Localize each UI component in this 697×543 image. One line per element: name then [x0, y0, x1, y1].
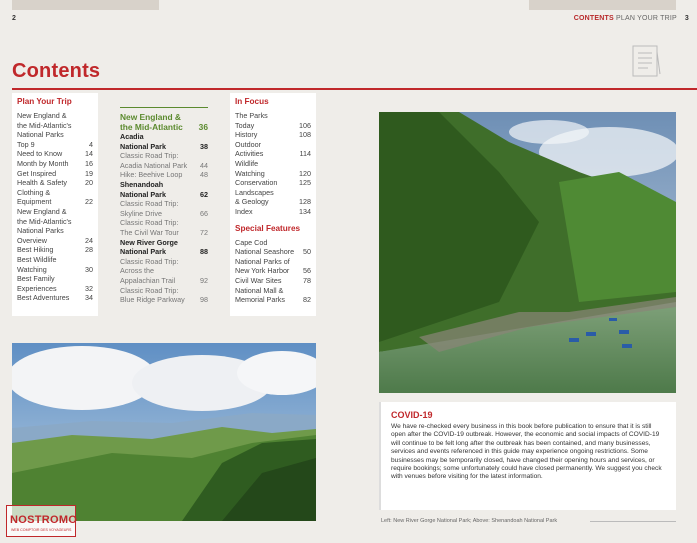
region-entry-label: The Civil War Tour — [120, 227, 179, 237]
plan-entry[interactable] — [17, 274, 93, 284]
focus-entry-label: Index — [235, 206, 253, 216]
new-river-gorge-photo — [379, 112, 676, 393]
plan-heading: Plan Your Trip — [17, 97, 72, 106]
right-top-tab — [529, 0, 676, 10]
plan-entry-page: 32 — [85, 283, 93, 293]
focus-entry-page: 120 — [299, 168, 311, 178]
focus-entry[interactable] — [235, 197, 311, 207]
plan-entry-page: 22 — [85, 197, 93, 207]
focus-entry-page: 106 — [299, 120, 311, 130]
region-entry-page: 98 — [200, 295, 208, 305]
focus-entry-label: Today — [235, 120, 255, 130]
focus-entry-label: Landscapes — [235, 187, 274, 197]
plan-entry-label: Best Adventures — [17, 293, 70, 303]
header-subsection: PLAN YOUR TRIP — [615, 15, 677, 22]
region-heading-page: 36 — [198, 122, 208, 132]
special-entry-label: National Parks of — [235, 256, 290, 266]
region-heading-line2[interactable]: the Mid-Atlantic 36 — [120, 122, 208, 132]
photo-caption: Left: New River Gorge National Park; Above: Shenandoah National Park — [381, 518, 558, 524]
plan-entry[interactable] — [17, 130, 93, 140]
focus-entry-label: Outdoor — [235, 139, 261, 149]
plan-entry-page: 4 — [89, 139, 93, 149]
plan-entry-label: Best Wildlife — [17, 254, 57, 264]
focus-entry-label: & Geology — [235, 197, 269, 207]
plan-entry[interactable] — [17, 217, 93, 227]
plan-entry-page: 20 — [85, 178, 93, 188]
region-entry-page: 72 — [200, 227, 208, 237]
region-entry[interactable] — [120, 151, 208, 161]
plan-entry[interactable] — [17, 236, 93, 246]
region-entry[interactable] — [120, 266, 208, 276]
plan-entry-label: Need to Know — [17, 149, 63, 159]
region-entry-page: 66 — [200, 208, 208, 218]
special-entry-page: 50 — [303, 247, 311, 257]
region-entry-label: Acadia National Park — [120, 160, 188, 170]
nostromo-logo — [6, 505, 76, 537]
region-entry-label: Across the — [120, 266, 154, 276]
plan-entry[interactable] — [17, 140, 93, 150]
region-entry[interactable] — [120, 190, 208, 200]
focus-entry-label: Conservation — [235, 178, 278, 188]
focus-entry-page: 128 — [299, 197, 311, 207]
covid-heading: COVID-19 — [391, 410, 433, 420]
focus-entry[interactable] — [235, 178, 311, 188]
region-entry[interactable] — [120, 209, 208, 219]
plan-entry-page: 19 — [85, 168, 93, 178]
focus-entry-label: The Parks — [235, 111, 268, 120]
plan-entry-page: 30 — [85, 264, 93, 274]
plan-entry[interactable] — [17, 121, 93, 131]
region-list — [120, 132, 208, 305]
plan-entry[interactable] — [17, 255, 93, 265]
focus-entry[interactable] — [235, 188, 311, 198]
region-entry-label: Hike: Beehive Loop — [120, 170, 183, 180]
focus-entry-label: Wildlife — [235, 158, 259, 168]
plan-entry[interactable] — [17, 293, 93, 303]
special-heading: Special Features — [235, 223, 301, 233]
region-entry-label: Acadia — [120, 132, 144, 141]
region-entry[interactable] — [120, 286, 208, 296]
focus-entry[interactable] — [235, 130, 311, 140]
region-entry-label: Blue Ridge Parkway — [120, 295, 185, 305]
plan-entry-label: the Mid-Atlantic's — [17, 216, 72, 226]
region-entry[interactable] — [120, 276, 208, 286]
focus-entry-page: 125 — [299, 178, 311, 188]
focus-entry[interactable] — [235, 207, 311, 217]
special-entry[interactable] — [235, 266, 311, 276]
region-entry-label: Classic Road Trip: — [120, 285, 179, 295]
plan-entry-label: Equipment — [17, 197, 52, 207]
running-header — [574, 15, 689, 22]
caption-rule — [590, 521, 676, 522]
region-entry-label: Classic Road Trip: — [120, 151, 179, 161]
region-entry-label: Shenandoah — [120, 179, 164, 189]
covid-notice — [379, 402, 676, 510]
plan-entry-label: Month by Month — [17, 158, 69, 168]
focus-entry[interactable] — [235, 149, 311, 159]
special-entry[interactable] — [235, 238, 311, 248]
page-title: Contents — [12, 60, 101, 82]
region-entry-page: 62 — [200, 189, 208, 199]
plan-entry[interactable] — [17, 226, 93, 236]
plan-entry-label: Get Inspired — [17, 168, 57, 178]
special-entry-label: New York Harbor — [235, 266, 290, 276]
plan-entry-label: National Parks — [17, 226, 64, 236]
special-entry-label: Memorial Parks — [235, 295, 285, 305]
left-top-tab — [12, 0, 159, 10]
region-entry-label: National Park — [120, 189, 166, 199]
region-entry-page: 44 — [200, 160, 208, 170]
toc-region — [116, 103, 212, 313]
plan-entry-label: New England & — [17, 206, 67, 216]
header-section: CONTENTS — [573, 15, 614, 22]
focus-entry-label: History — [235, 130, 258, 140]
focus-entry[interactable] — [235, 169, 311, 179]
logo-tagline: WEB COMPTOIR DES VOYAGEURS — [11, 528, 72, 532]
special-list — [235, 238, 311, 305]
plan-entry[interactable] — [17, 245, 93, 255]
region-entry[interactable] — [120, 142, 208, 152]
right-page-number: 3 — [684, 15, 689, 22]
plan-entry[interactable] — [17, 178, 93, 188]
focus-entry-page: 108 — [299, 130, 311, 140]
region-entry-page: 38 — [200, 141, 208, 151]
region-entry-label: Skyline Drive — [120, 208, 162, 218]
focus-entry[interactable] — [235, 121, 311, 131]
toc-in-focus — [230, 93, 316, 316]
plan-entry[interactable] — [17, 197, 93, 207]
plan-entry-label: the Mid-Atlantic's — [17, 120, 72, 130]
special-entry-label: National Mall & — [235, 285, 284, 295]
region-entry[interactable] — [120, 199, 208, 209]
plan-entry-label: Clothing & — [17, 187, 51, 197]
plan-entry[interactable] — [17, 284, 93, 294]
special-entry[interactable] — [235, 276, 311, 286]
region-entry[interactable] — [120, 228, 208, 238]
plan-entry-label: Experiences — [17, 283, 57, 293]
focus-entry-page: 134 — [299, 206, 311, 216]
plan-entry[interactable] — [17, 169, 93, 179]
region-entry[interactable] — [120, 257, 208, 267]
region-entry[interactable] — [120, 238, 208, 248]
focus-entry-label: Activities — [235, 149, 264, 159]
focus-entry[interactable] — [235, 111, 311, 121]
special-entry[interactable] — [235, 257, 311, 267]
special-entry[interactable] — [235, 247, 311, 257]
region-entry-page: 48 — [200, 170, 208, 180]
region-entry[interactable] — [120, 295, 208, 305]
special-entry-page: 78 — [303, 275, 311, 285]
plan-entry-page: 34 — [85, 293, 93, 303]
region-entry[interactable] — [120, 170, 208, 180]
special-entry-label: Cape Cod — [235, 237, 268, 247]
plan-entry-label: Health & Safety — [17, 178, 67, 188]
focus-entry-page: 114 — [299, 149, 311, 159]
toc-plan-your-trip — [12, 93, 98, 316]
region-top-rule — [120, 107, 208, 108]
document-icon — [630, 44, 662, 80]
region-entry-page: 88 — [200, 247, 208, 257]
special-entry-page: 56 — [303, 266, 311, 276]
region-entry[interactable] — [120, 180, 208, 190]
plan-entry[interactable] — [17, 149, 93, 159]
special-entry-label: National Seashore — [235, 247, 295, 257]
plan-entry-label: National Parks — [17, 130, 64, 140]
plan-list — [17, 111, 93, 303]
shenandoah-photo — [12, 343, 316, 521]
plan-entry-label: New England & — [17, 111, 67, 120]
plan-entry-label: Best Family — [17, 274, 55, 284]
plan-entry[interactable] — [17, 265, 93, 275]
region-entry-label: Appalachian Trail — [120, 275, 176, 285]
special-entry-label: Civil War Sites — [235, 275, 282, 285]
region-entry-label: Classic Road Trip: — [120, 218, 179, 228]
region-entry[interactable] — [120, 247, 208, 257]
focus-entry[interactable] — [235, 140, 311, 150]
special-entry-page: 82 — [303, 295, 311, 305]
region-entry-label: Classic Road Trip: — [120, 256, 179, 266]
special-entry[interactable] — [235, 295, 311, 305]
region-entry-label: National Park — [120, 247, 166, 257]
region-heading-line1[interactable]: New England & — [120, 112, 181, 122]
left-page-number: 2 — [12, 15, 16, 22]
focus-heading: In Focus — [235, 97, 269, 106]
plan-entry-page: 28 — [85, 245, 93, 255]
plan-entry[interactable] — [17, 111, 93, 121]
region-entry-label: New River Gorge — [120, 237, 178, 247]
plan-entry-label: Best Hiking — [17, 245, 54, 255]
region-entry-label: Classic Road Trip: — [120, 199, 179, 209]
plan-entry-page: 16 — [85, 158, 93, 168]
plan-entry-label: Overview — [17, 235, 47, 245]
region-entry-label: National Park — [120, 141, 166, 151]
focus-entry[interactable] — [235, 159, 311, 169]
title-rule — [12, 88, 697, 90]
plan-entry-label: Top 9 — [17, 139, 35, 149]
plan-entry[interactable] — [17, 207, 93, 217]
region-entry[interactable] — [120, 132, 208, 142]
plan-entry-page: 24 — [85, 235, 93, 245]
plan-entry-label: Watching — [17, 264, 47, 274]
covid-body: We have re-checked every business in this book before publication to ensure that it is still open after the COVID-19 outbreak. However, the economic and social impacts of COVID-19 will continue to be felt long after the outbreak has been contained, and many businesses, services and events referenced in this guide may experience ongoing restrictions. Some businesses may be temporarily closed, have changed their opening hours and services, or require bookings; some unfortunately could have closed permanently. We suggest you check with venues before visiting for the latest information. — [391, 423, 662, 481]
special-entry[interactable] — [235, 286, 311, 296]
plan-entry[interactable] — [17, 188, 93, 198]
plan-entry[interactable] — [17, 159, 93, 169]
region-entry[interactable] — [120, 161, 208, 171]
region-entry-page: 92 — [200, 275, 208, 285]
region-entry[interactable] — [120, 218, 208, 228]
plan-entry-page: 14 — [85, 149, 93, 159]
focus-list — [235, 111, 311, 217]
logo-name: NOSTROMO — [10, 514, 78, 526]
focus-entry-label: Watching — [235, 168, 265, 178]
